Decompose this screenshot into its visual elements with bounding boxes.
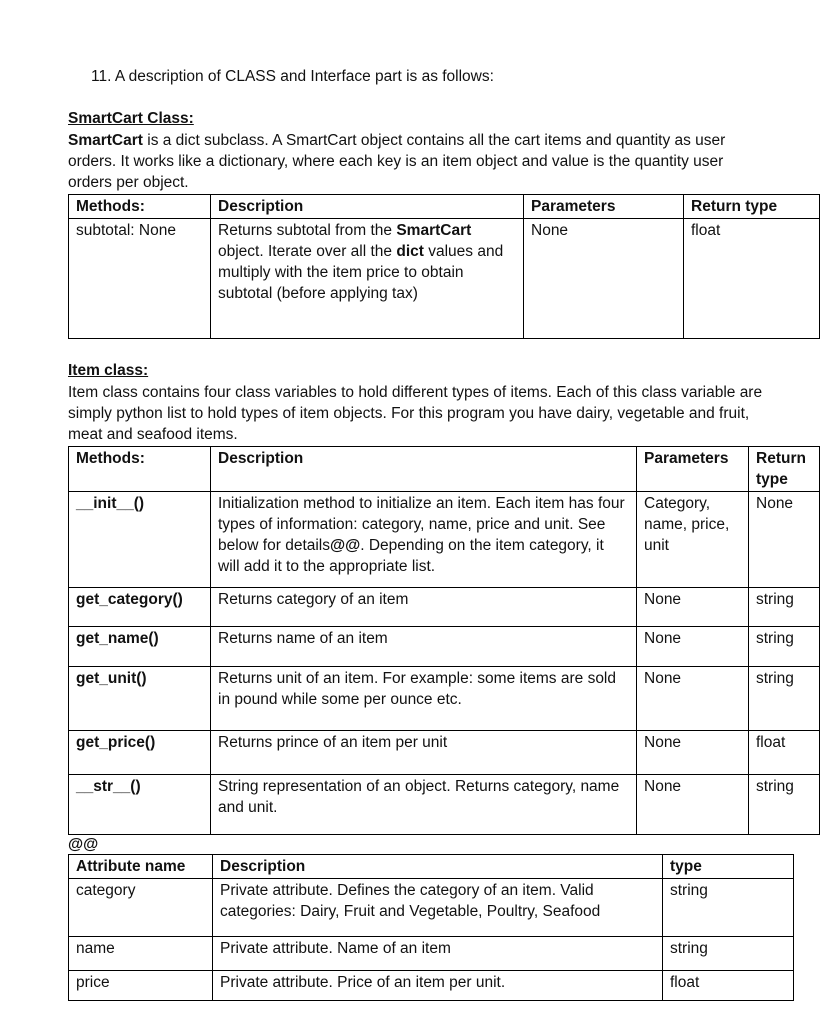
smartcart-desc-bold: SmartCart — [68, 132, 143, 149]
item-heading: Item class: — [68, 362, 149, 379]
description-cell: String representation of an object. Returns category, name and unit. — [211, 775, 637, 835]
table-row — [69, 627, 820, 667]
attribute-name-cell: category — [69, 879, 213, 937]
desc-part: object. Iterate over all the — [218, 243, 397, 260]
attributes-table-header — [69, 855, 794, 879]
method-cell: get_name() — [69, 627, 211, 667]
method-cell: __init__() — [69, 492, 211, 588]
params-cell: None — [637, 627, 749, 667]
question-title: 11. A description of CLASS and Interface part is as follows: — [91, 68, 494, 85]
table-row — [69, 879, 794, 937]
smartcart-table-header — [69, 195, 820, 219]
smartcart-description — [68, 130, 768, 193]
attribute-name-cell: name — [69, 937, 213, 971]
table-row — [69, 775, 820, 835]
desc-bold: dict — [396, 243, 424, 260]
attribute-name-cell: price — [69, 971, 213, 1001]
return-cell: float — [749, 731, 820, 775]
header-parameters: Parameters — [524, 195, 684, 219]
header-description: Description — [211, 447, 637, 492]
method-cell: __str__() — [69, 775, 211, 835]
smartcart-desc-rest: is a dict subclass. A SmartCart object contains all the cart items and quantity as user orders. It works like a dictionary, where each key is an item object and value is the quantity user orders per object. — [68, 132, 726, 191]
item-description: Item class contains four class variables to hold different types of items. Each of this class variable are simply python list to hold types of item objects. For this program you have dairy, vegetable and fruit, meat and seafood items. — [68, 384, 763, 443]
params-cell: Category, name, price, unit — [637, 492, 749, 588]
desc-part: Returns subtotal from the — [218, 222, 397, 239]
header-return-type: Return type — [684, 195, 820, 219]
params-cell: None — [524, 219, 684, 339]
header-attribute-name: Attribute name — [69, 855, 213, 879]
item-table-header — [69, 447, 820, 492]
header-description: Description — [213, 855, 663, 879]
method-cell: get_price() — [69, 731, 211, 775]
table-row — [69, 971, 794, 1001]
desc-part: Initialization method to initialize an item. Each item has four types of information: category, name, price and unit. See below for details — [218, 495, 625, 554]
method-cell: get_category() — [69, 588, 211, 627]
method-cell: subtotal: None — [69, 219, 211, 339]
description-cell: Returns prince of an item per unit — [211, 731, 637, 775]
params-cell: None — [637, 731, 749, 775]
attributes-table — [68, 854, 794, 1001]
description-cell: Private attribute. Price of an item per unit. — [213, 971, 663, 1001]
attributes-marker: @@ — [68, 836, 99, 853]
header-parameters: Parameters — [637, 447, 749, 492]
desc-part: . Depending on the item category, it will add it to the appropriate list. — [218, 537, 604, 575]
params-cell: None — [637, 667, 749, 731]
header-description: Description — [211, 195, 524, 219]
return-cell: float — [684, 219, 820, 339]
return-cell: string — [749, 775, 820, 835]
description-cell: Returns category of an item — [211, 588, 637, 627]
return-cell: string — [749, 627, 820, 667]
desc-bold: SmartCart — [396, 222, 472, 239]
description-cell: Private attribute. Name of an item — [213, 937, 663, 971]
table-row — [69, 219, 820, 339]
return-cell: string — [749, 588, 820, 627]
description-cell: Returns name of an item — [211, 627, 637, 667]
desc-bold: @@ — [330, 537, 361, 554]
table-row — [69, 667, 820, 731]
table-row — [69, 731, 820, 775]
table-row — [69, 492, 820, 588]
smartcart-heading: SmartCart Class: — [68, 110, 194, 127]
description-cell: Returns unit of an item. For example: some items are sold in pound while some per ounce etc. — [211, 667, 637, 731]
table-row — [69, 588, 820, 627]
description-cell: Private attribute. Defines the category of an item. Valid categories: Dairy, Fruit and Vegetable, Poultry, Seafood — [213, 879, 663, 937]
type-cell: string — [663, 937, 794, 971]
table-row — [69, 937, 794, 971]
smartcart-table — [68, 194, 820, 339]
item-table — [68, 446, 820, 835]
type-cell: float — [663, 971, 794, 1001]
return-cell: None — [749, 492, 820, 588]
return-cell: string — [749, 667, 820, 731]
params-cell: None — [637, 588, 749, 627]
type-cell: string — [663, 879, 794, 937]
header-methods: Methods: — [69, 195, 211, 219]
description-cell — [211, 492, 637, 588]
header-return-type: Return type — [749, 447, 820, 492]
header-type: type — [663, 855, 794, 879]
method-cell: get_unit() — [69, 667, 211, 731]
desc-part: values and multiply with the item price to obtain subtotal (before applying tax) — [218, 243, 504, 302]
params-cell: None — [637, 775, 749, 835]
description-cell — [211, 219, 524, 339]
header-methods: Methods: — [69, 447, 211, 492]
